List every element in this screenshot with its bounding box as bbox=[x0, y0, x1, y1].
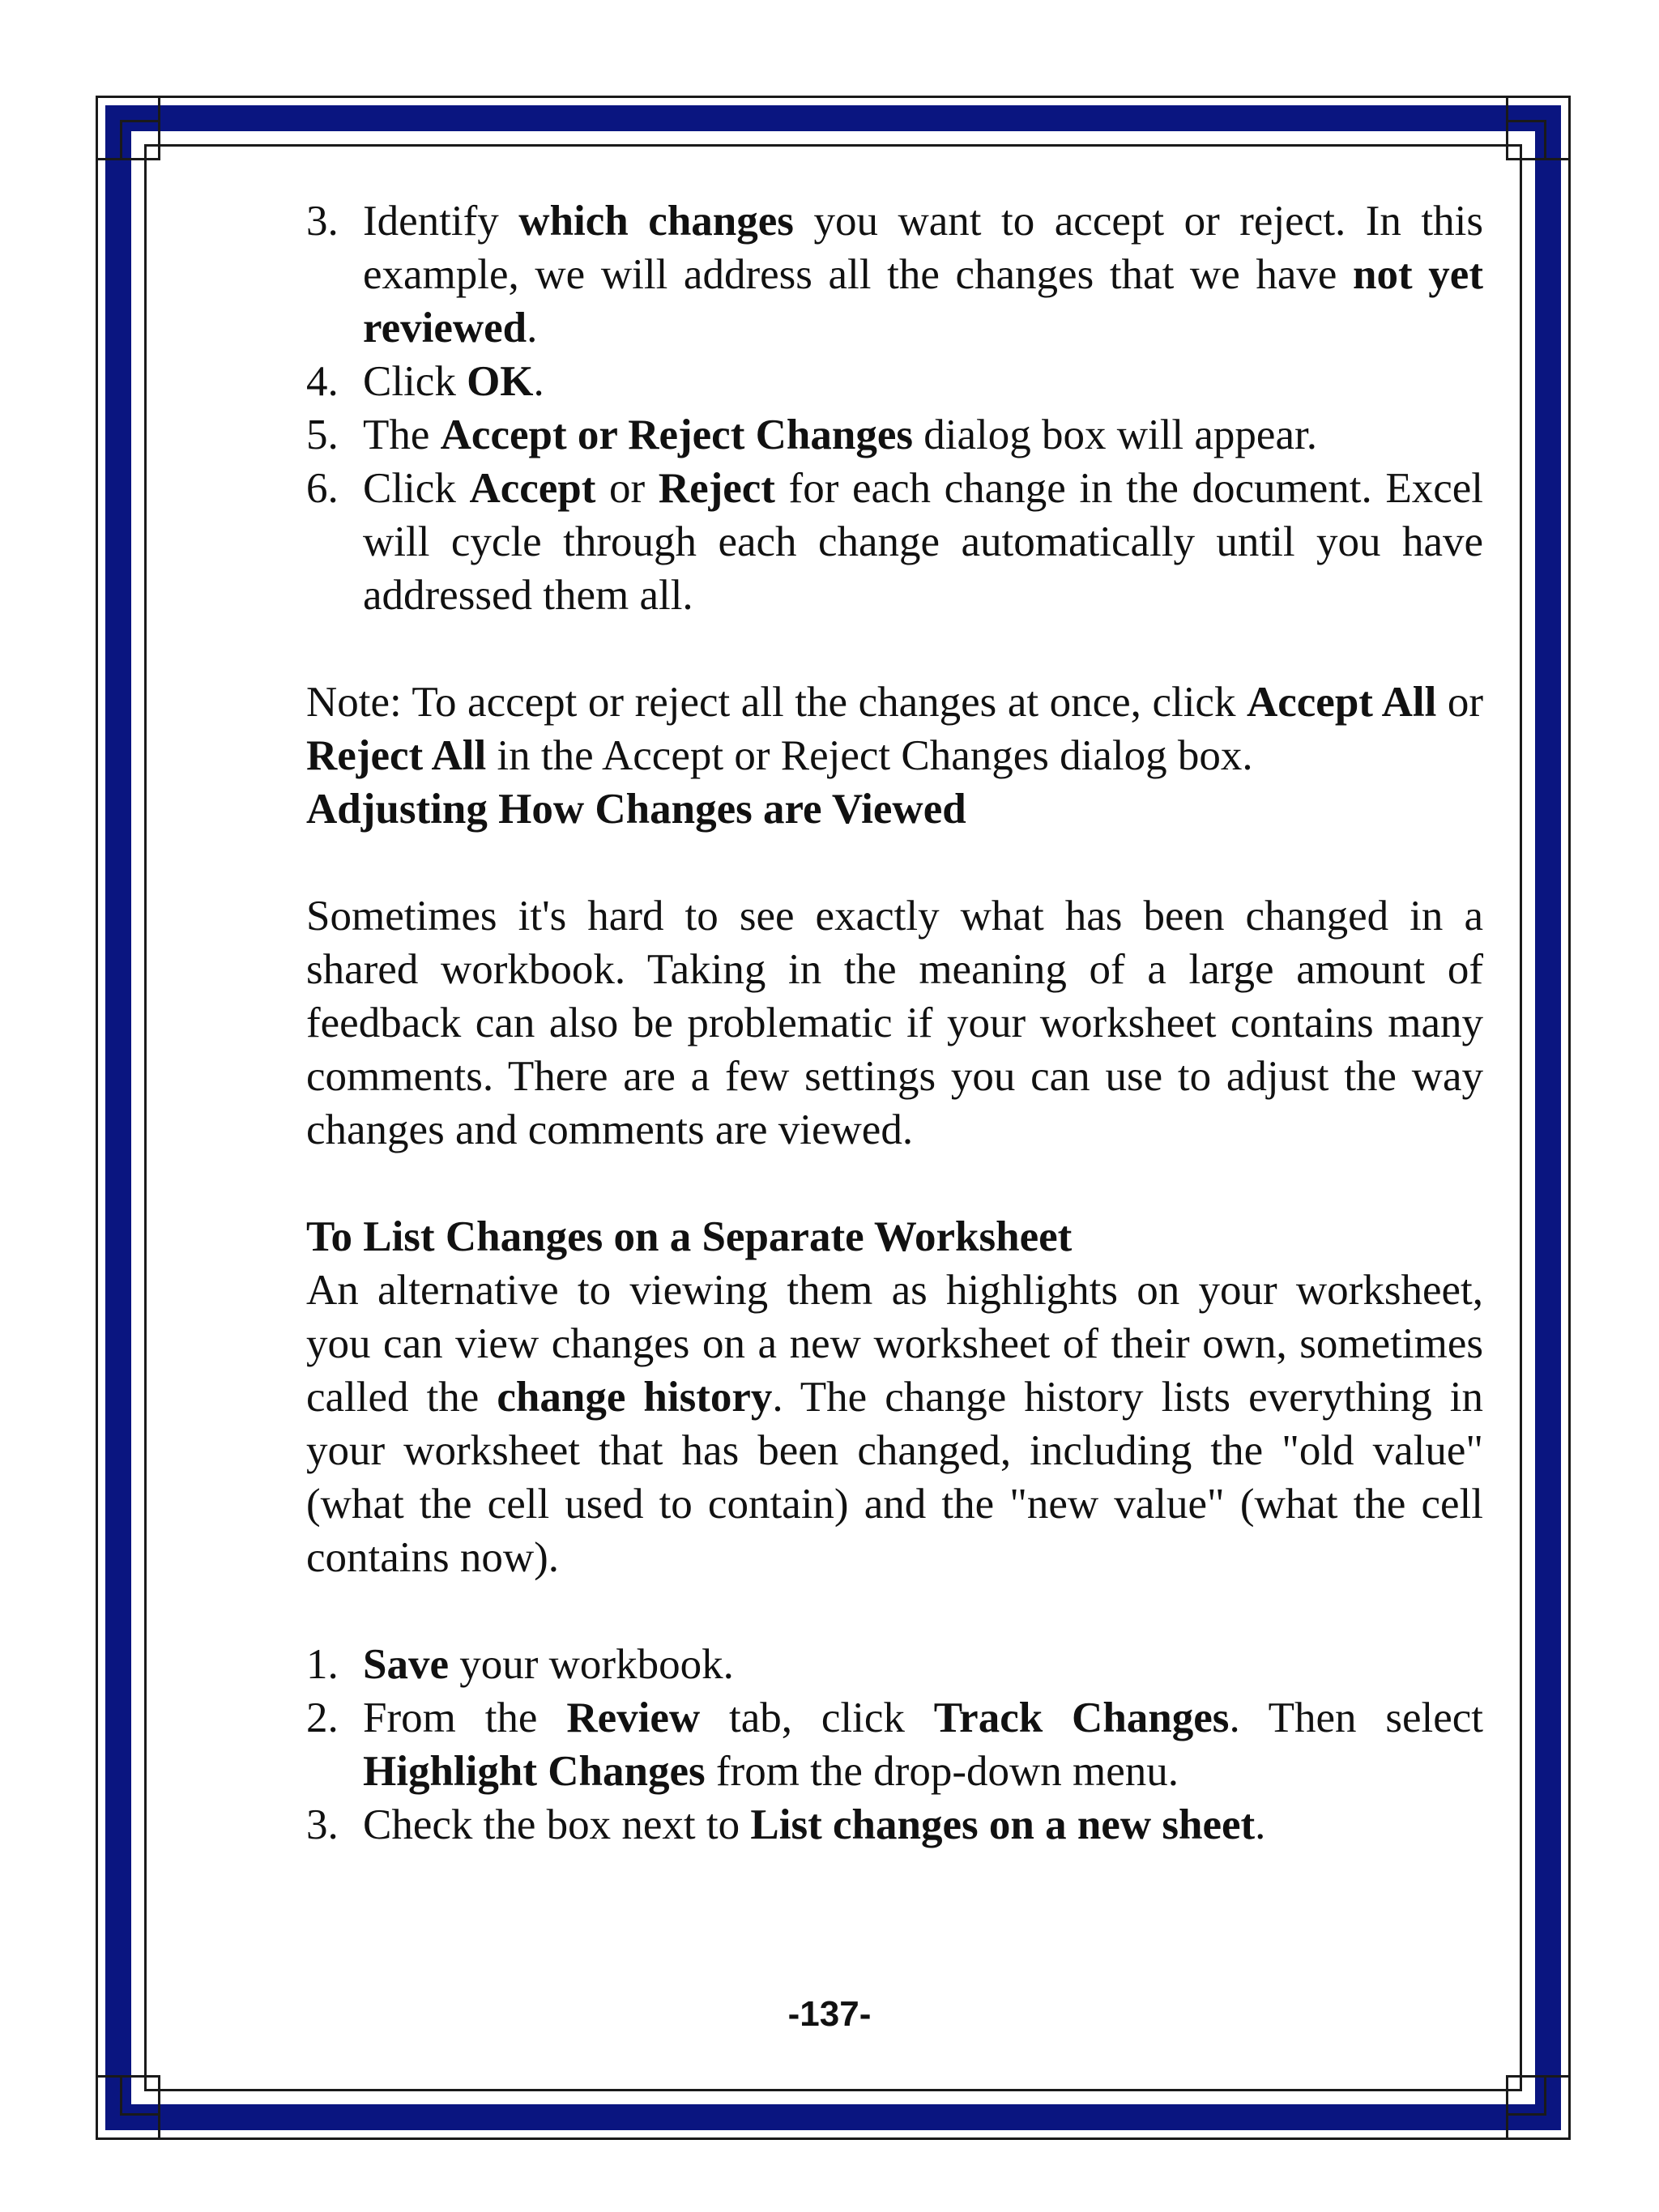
list-item-bold-text: Reject bbox=[658, 465, 775, 512]
note-paragraph-text: or bbox=[1436, 679, 1483, 726]
list-item-bold-text: Highlight Changes bbox=[363, 1748, 706, 1795]
list-item bbox=[306, 194, 1483, 355]
list-item-text: The bbox=[363, 411, 441, 458]
list-item-text: . bbox=[1255, 1801, 1266, 1848]
list-item-bold-text: Review bbox=[566, 1694, 701, 1741]
list-item-number: 2. bbox=[306, 1694, 339, 1741]
list-item-text: Click bbox=[363, 465, 470, 512]
note-paragraph-text: in the Accept or Reject Changes dialog box. bbox=[486, 732, 1253, 779]
list-item-bold-text: Accept bbox=[469, 465, 596, 512]
list-item-text: Click bbox=[363, 358, 467, 405]
list-item bbox=[306, 1691, 1483, 1798]
list-item-text: . Then select bbox=[1229, 1694, 1483, 1741]
list-item-text: your workbook. bbox=[449, 1641, 734, 1688]
note-paragraph-text: Note: To accept or reject all the changes at once, click bbox=[306, 679, 1247, 726]
section-heading-adjusting-views: Adjusting How Changes are Viewed bbox=[306, 786, 966, 833]
note-paragraph-bold-text: Accept All bbox=[1246, 679, 1437, 726]
change-history-paragraph-text: An alternative to viewing them as highlights on your worksheet, you can view changes on a new worksheet of their own, sometimes called the bbox=[306, 1267, 1483, 1421]
section-heading-list-changes: To List Changes on a Separate Worksheet bbox=[306, 1213, 1073, 1260]
list-item-text: . bbox=[527, 305, 538, 352]
list-item-bold-text: OK bbox=[467, 358, 534, 405]
intro-paragraph: Sometimes it's hard to see exactly what has been changed in a shared workbook. Taking in the meaning of a large amount of feedback can also be problematic if your worksheet contains many comments. There are a few settings you can use to adjust the way changes and comments are viewed. bbox=[306, 893, 1483, 1153]
page-content bbox=[306, 194, 1483, 1852]
list-item-number: 4. bbox=[306, 358, 339, 405]
list-item-text: for each change in the document. Excel will cycle through each change automatically until you have addressed them all. bbox=[363, 465, 1484, 619]
list-item-text: From the bbox=[363, 1694, 567, 1741]
list-item-number: 3. bbox=[306, 1801, 339, 1848]
list-item-text: or bbox=[595, 465, 659, 512]
steps-list-new-sheet bbox=[306, 1638, 1483, 1852]
list-item-text: from the drop-down menu. bbox=[705, 1748, 1179, 1795]
list-item-bold-text: List changes on a new sheet bbox=[750, 1801, 1256, 1848]
list-item-number: 6. bbox=[306, 465, 339, 512]
steps-list-continued bbox=[306, 194, 1483, 622]
list-item-text: you want to accept or reject. In this example, we will address all the changes that we have bbox=[363, 198, 1483, 298]
list-item-bold-text: not yet reviewed bbox=[363, 251, 1483, 352]
change-history-paragraph-bold-text: change history bbox=[497, 1374, 773, 1421]
list-item-text: Check the box next to bbox=[363, 1801, 751, 1848]
list-item bbox=[306, 408, 1483, 462]
list-item-number: 3. bbox=[306, 198, 339, 245]
list-item-bold-text: which changes bbox=[518, 198, 794, 245]
list-item bbox=[306, 1638, 1483, 1691]
list-item-bold-text: Track Changes bbox=[933, 1694, 1230, 1741]
list-item-text: tab, click bbox=[700, 1694, 934, 1741]
note-paragraph bbox=[306, 676, 1483, 782]
list-item-bold-text: Accept or Reject Changes bbox=[440, 411, 913, 458]
list-item bbox=[306, 462, 1483, 622]
list-item-text: dialog box will appear. bbox=[912, 411, 1317, 458]
list-item-number: 5. bbox=[306, 411, 339, 458]
note-paragraph-bold-text: Reject All bbox=[306, 732, 487, 779]
change-history-paragraph bbox=[306, 1264, 1483, 1584]
change-history-paragraph-text: . The change history lists everything in your worksheet that has been changed, including the "old value" (what the cell used to contain) and the "new value" (what the cell contains now). bbox=[306, 1374, 1483, 1581]
list-item-number: 1. bbox=[306, 1641, 339, 1688]
list-item-text: Identify bbox=[363, 198, 519, 245]
list-item-bold-text: Save bbox=[363, 1641, 449, 1688]
list-item bbox=[306, 355, 1483, 408]
page-number: -137- bbox=[787, 1994, 872, 2034]
list-item-text: . bbox=[533, 358, 544, 405]
list-item bbox=[306, 1798, 1483, 1852]
